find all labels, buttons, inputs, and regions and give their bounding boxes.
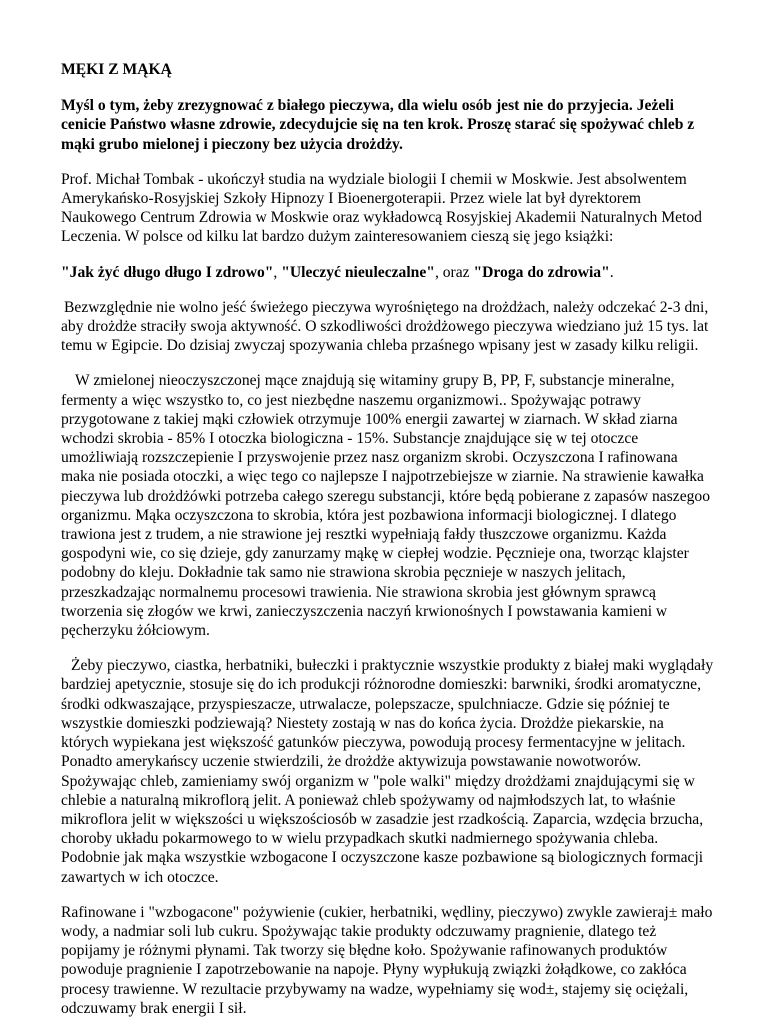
book-separator-1: , <box>273 263 282 281</box>
book-separator-2: , oraz <box>434 263 474 281</box>
author-bio-paragraph: Prof. Michał Tombak - ukończył studia na wydziale biologii I chemii w Moskwie. Jest absolwentem Amerykańsko-Rosyjskiej Szkoły Hipnozy I Bioenergoterapii. Przez wiele lat był dyrektorem Naukowego Centrum Zdrowia w Moskwie oraz wykładowcą Rosyjskiej Akademii Naturalnych Metod Leczenia. W polsce od kilku lat bardzo dużym zainteresowaniem cieszą się jego książki: <box>61 170 702 246</box>
book-title-1: "Jak żyć długo długo I zdrowo" <box>61 263 274 281</box>
book-end-punct: . <box>609 263 614 281</box>
body-paragraph: Bezwzględnie nie wolno jeść świeżego pieczywa wyrośniętego na drożdżach, należy odczekać 2-3 dni, aby drożdże straciły swoja aktywność. O szkodliwości drożdżowego pieczywa wiedziano już 15 tys. lat temu w Egipcie. Do dzisiaj zwyczaj spozywania chleba przaśnego wpisany jest w zasady kilku religii. <box>61 298 709 355</box>
lead-paragraph: Myśl o tym, żeby zrezygnować z białego pieczywa, dla wielu osób jest nie do przyjecia. Jeżeli cenicie Państwo własne zdrowie, zdecydujcie się na ten krok. Proszę starać się spożywać chleb z mąki grubo mielonej i pieczony bez użycia drożdży. <box>61 97 695 153</box>
body-paragraph: Żeby pieczywo, ciastka, herbatniki, bułeczki i praktycznie wszystkie produkty z białej maki wyglądały bardziej apetycznie, stosuje się do ich produkcji różnorodne domieszki: barwniki, środki aromatyczne, środki odkwaszające, przyspieszacze, utrwalacze, polepszacze, spulchniacze. Gdzie się później te wszystkie domieszki podziewają? Niestety zostają w nas do końca życia. Drożdże piekarskie, na których wypiekana jest większość gatunków pieczywa, powodują procesy fermentacyjne w jelitach. Ponadto amerykańscy uczenie stwierdzili, że drożdże aktywizuja powstawanie nowotworów. Spożywając chleb, zamieniamy swój organizm w "pole walki" między drożdżami znajdującymi się w chlebie a naturalną mikroflorą jelit. A ponieważ chleb spożywamy od najmłodszych lat, to właśnie mikroflora jelit w większości u większościosób w zasadzie jest rzadkością. Zaparcia, wzdęcia brzucha, choroby układu pokarmowego to w wielu przypadkach skutki nadmiernego spożywania chleba. Podobnie jak mąka wszystkie wzbogacone I oczyszczone kasze pozbawione są biologicznych formacji zawartych w ich otoczce. <box>61 657 714 886</box>
body-paragraph: Rafinowane i "wzbogacone" pożywienie (cukier, herbatniki, wędliny, pieczywo) zwykle zawieraj± mało wody, a nadmiar soli lub cukru. Spożywając takie produkty odczuwamy pragnienie, dlatego też popijamy je różnymi płynami. Tak tworzy się błędne koło. Spożywanie rafinowanych produktów powoduje pragnienie I zapotrzebowanie na napoje. Płyny wypłukują związki żołądkowe, co zakłóca procesy trawienne. W rezultacie przybywamy na wadze, wypełniamy się wod±, stajemy się ociężali, odczuwamy brak energii I sił. <box>61 903 713 1017</box>
book-titles <box>61 263 715 282</box>
document-title: MĘKI Z MĄKĄ <box>61 61 172 78</box>
book-title-2: "Uleczyć nieuleczalne" <box>281 263 435 281</box>
body-paragraph: W zmielonej nieoczyszczonej mące znajdują się witaminy grupy B, PP, F, substancje mineralne, fermenty a więc wszystko to, co jest niezbędne naszemu organizmowi.. Spożywając potrawy przygotowane z takiej mąki człowiek otrzymuje 100% energii zawartej w ziarnach. W skład ziarna wchodzi skrobia - 85% I otoczka biologiczna - 15%. Substancje znajdujące się w tej otoczce umożliwiają rozszczepienie I przyswojenie przez nasz organizm skrobi. Oczyszczona I rafinowana maka nie posiada otoczki, a więc tego co najlepsze I najpotrzebiejsze w ziarnie. Na strawienie kawałka pieczywa lub drożdżówki potrzeba całego szeregu substancji, które będą pobierane z zapasów naszegoo organizmu. Mąka oczyszczona to skrobia, która jest pozbawiona informacji biologicznej. I dlatego trawiona jest z trudem, a nie strawione jej resztki wypełniają fałdy tłuszczowe organizmu. Każda gospodyni wie, co się dzieje, gdy zanurzamy mąkę w ciepłej wodzie. Pęcznieje ona, tworząc klajster podobny do kleju. Dokładnie tak samo nie strawiona skrobia pęcznieje w naszych jelitach, przeszkadzając normalnemu procesowi trawienia. Nie strawiona skrobia jest głównym sprawcą tworzenia się złogów we krwi, zanieczyszczenia naczyń krwionośnych I powstawania kamieni w pęcherzyku żółciowym. <box>61 372 711 640</box>
book-title-3: "Droga do zdrowia" <box>473 263 610 281</box>
document-page <box>61 60 715 1034</box>
